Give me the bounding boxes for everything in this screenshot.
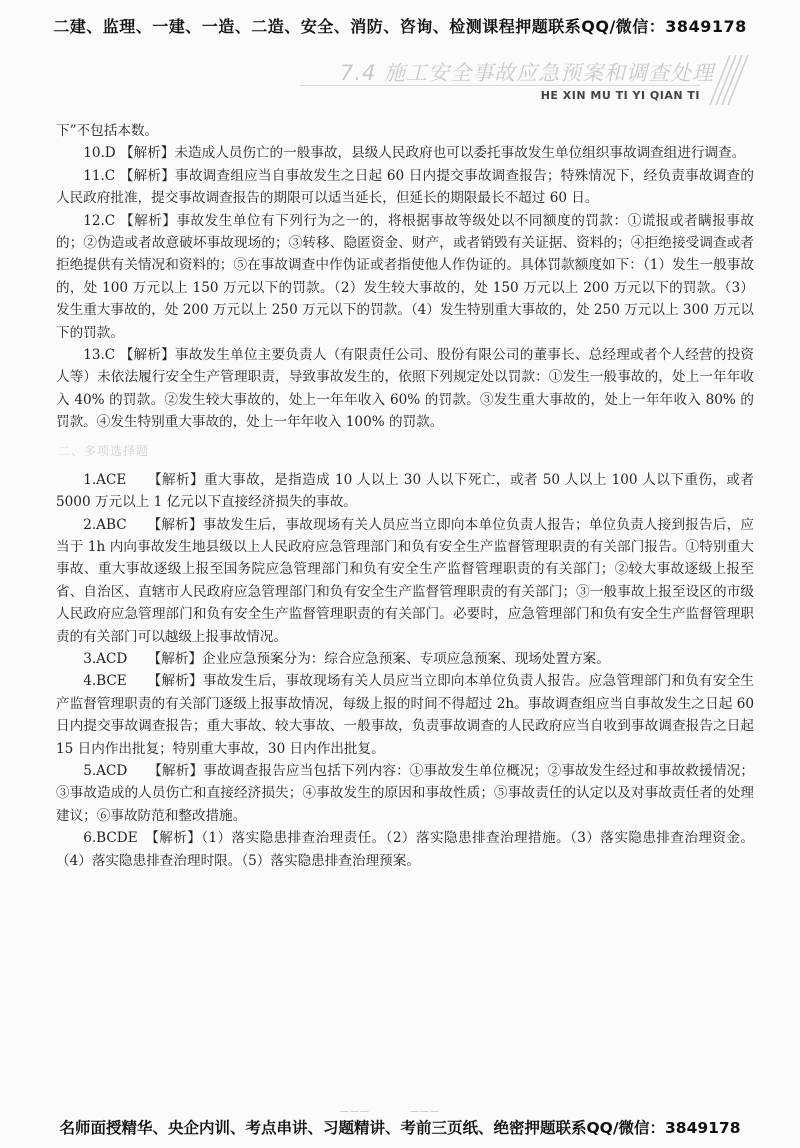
section-heading: 二、多项选择题 [58,443,150,458]
bottom-contact-banner: 名师面授精华、央企内训、考点串讲、习题精讲、考前三页纸、绝密押题联系QQ/微信：3849178 [59,1119,741,1137]
answer-paragraph: 下”不包括本数。 [56,123,159,139]
answer-content [56,120,754,872]
chapter-header [300,55,750,110]
chapter-subtitle: HE XIN MU TI YI QIAN TI [540,89,700,102]
answer-paragraph: 11.C 【解析】事故调查组应当自事故发生之日起 60 日内提交事故调查报告；特殊情况下，经负责事故调查的人民政府批准，提交事故调查报告的期限可以适当延长，但延长的期限最长不超过 60 日。 [56,167,754,207]
footer-ornament: ——— ——— [340,1107,441,1117]
chapter-title: 7.4 施工安全事故应急预案和调查处理 [340,61,715,85]
answer-item: 1.ACE 【解析】重大事故，是指造成 10 人以上 30 人以下死亡，或者 50 人以上 100 人以下重伤，或者 5000 万元以上 1 亿元以下直接经济损失的事故。 [56,471,754,511]
answer-item: 2.ABC 【解析】事故发生后，事故现场有关人员应当立即向本单位负责人报告；单位负责人接到报告后，应当于 1h 内向事故发生地县级以上人民政府应急管理部门和负有安全生产监督管理职责的有关部门报告。①特别重大事故、重大事故逐级上报至国务院应急管理部门和负有安全生产监督管理职责的有关部门；②较大事故逐级上报至省、自治区、直辖市人民政府应急管理部门和负有安全生产监督管理职责的有关部门；③一般事故上报至设区的市级人民政府应急管理部门和负有安全生产监督管理职责的有关部门。必要时，应急管理部门和负有安全生产监督管理职责的有关部门可以越级上报事故情况。 [56,516,754,645]
answer-paragraph: 10.D 【解析】未造成人员伤亡的一般事故，县级人民政府也可以委托事故发生单位组织事故调查组进行调查。 [83,145,746,162]
answer-item: 4.BCE 【解析】事故发生后，事故现场有关人员应当立即向本单位负责人报告。应急管理部门和负有安全生产监督管理职责的有关部门逐级上报事故情况，每级上报的时间不得超过 2h。事故调查组应当自事故发生之日起 60 日内提交事故调查报告；重大事故、较大事故、一般事故，负责事故调查的人民政府应当自收到事故调查报告之日起 15 日内作出批复；特别重大事故，30 日内作出批复。 [56,673,754,757]
answer-paragraph: 13.C 【解析】事故发生单位主要负责人（有限责任公司、股份有限公司的董事长、总经理或者个人经营的投资人等）未依法履行安全生产管理职责，导致事故发生的，依照下列规定处以罚款：①发生一般事故的，处上一年年收入 40% 的罚款。②发生较大事故的，处上一年年收入 60% 的罚款。③发生重大事故的，处上一年年收入 80% 的罚款。④发生特别重大事故的，处上一年年收入 100% 的罚款。 [56,347,754,431]
answer-item: 6.BCDE 【解析】（1）落实隐患排查治理责任。（2）落实隐患排查治理措施。（3）落实隐患排查治理资金。（4）落实隐患排查治理时限。（5）落实隐患排查治理预案。 [56,830,754,869]
answer-paragraph: 12.C 【解析】事故发生单位有下列行为之一的，将根据事故等级处以不同额度的罚款：①谎报或者瞒报事故的；②伪造或者故意破坏事故现场的；③转移、隐匿资金、财产，或者销毁有关证据、资料的；④拒绝接受调查或者拒绝提供有关情况和资料的；⑤在事故调查中作伪证或者指使他人作伪证的。具体罚款额度如下：（1）发生一般事故的，处 100 万元以上 150 万元以下的罚款。（2）发生较大事故的，处 150 万元以上 200 万元以下的罚款。（3）发生重大事故的，处 200 万元以上 250 万元以下的罚款。（4）发生特别重大事故的，处 250 万元以上 300 万元以下的罚款。 [56,212,754,341]
answer-item: 5.ACD 【解析】事故调查报告应当包括下列内容：①事故发生单位概况；②事故发生经过和事故救援情况；③事故造成的人员伤亡和直接经济损失；④事故发生的原因和事故性质；⑤事故责任的认定以及对事故责任者的处理建议；⑥事故防范和整改措施。 [56,762,754,824]
top-contact-banner: 二建、监理、一建、一造、二造、安全、消防、咨询、检测课程押题联系QQ/微信：3849178 [53,17,747,36]
header-rule [300,85,700,86]
decorative-stripes-icon [700,55,750,105]
answer-item: 3.ACD 【解析】企业应急预案分为：综合应急预案、专项应急预案、现场处置方案。 [83,650,610,667]
